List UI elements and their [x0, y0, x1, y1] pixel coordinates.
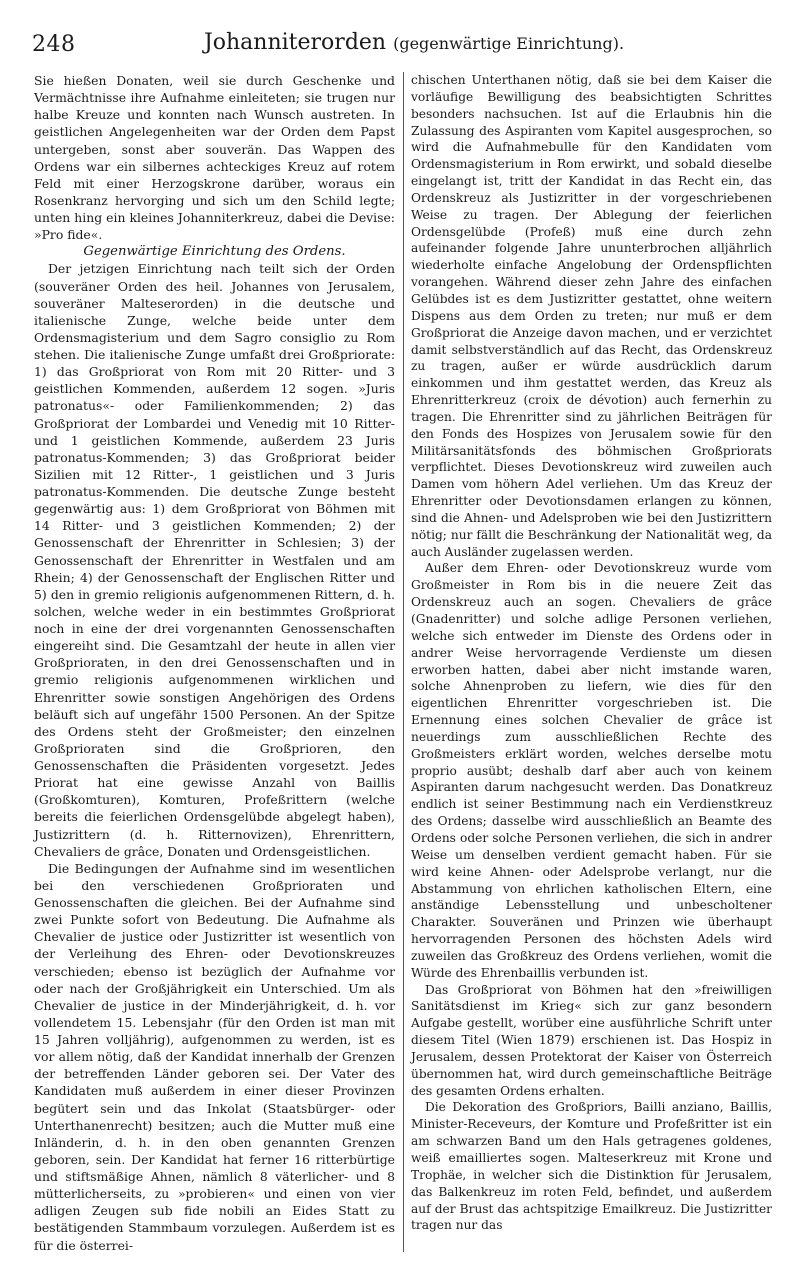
- left-column: [34, 72, 395, 1254]
- paragraph: Der jetzigen Einrichtung nach teilt sich der Orden (souveräner Orden des heil. Johannes von Jerusalem, souveräner Malteserorden) in die deutsche und italienische Zunge, welche beide unter dem Ordensmagisterium und dem Sagro consiglio zu Rom stehen. Die italienische Zunge umfaßt drei Großpriorate: 1) das Großpriorat von Rom mit 20 Ritter- und 3 geistlichen Kommenden, außerdem 12 sogen. »Juris patronatus«- oder Familienkommenden; 2) das Großpriorat der Lombardei und Venedig mit 10 Ritter- und 1 geistlichen Kommende, außerdem 23 Juris patronatus-Kommenden; 3) das Großpriorat beider Sizilien mit 12 Ritter-, 1 geistlichen und 3 Juris patronatus-Kommenden. Die deutsche Zunge besteht gegenwärtig aus: 1) dem Großpriorat von Böhmen mit 14 Ritter- und 3 geistlichen Kommenden; 2) der Genossenschaft der Ehrenritter in Schlesien; 3) der Genossenschaft der Ehrenritter in Westfalen und am Rhein; 4) der Genossenschaft der Englischen Ritter und 5) den in gremio religionis aufgenommenen Rittern, d. h. solchen, welche weder in ein bestimmtes Großpriorat noch in eine der drei vorgenannten Genossenschaften eingereiht sind. Die Gesamtzahl der heute in allen vier Großprioraten, in den drei Genossenschaften und in gremio religionis aufgenommenen wirklichen und Ehrenritter sowie sonstigen Angehörigen des Ordens beläuft sich auf ungefähr 1500 Personen. An der Spitze des Ordens steht der Großmeister; den einzelnen Großprioraten sind die Großprioren, den Genossenschaften die Präsidenten vorgesetzt. Jedes Priorat hat eine gewisse Anzahl von Baillis (Großkomturen), Komturen, Profeßrittern (welche bereits die feierlichen Ordensgelübde abgelegt haben), Justizrittern (d. h. Ritternovizen), Ehrenrittern, Chevaliers de grâce, Donaten und Ordensgeistlichen.: [34, 261, 395, 859]
- column-divider: [403, 72, 404, 1252]
- running-title-sub: (gegenwärtige Einrichtung).: [393, 34, 625, 53]
- page-number: 248: [32, 32, 76, 57]
- paragraph: Außer dem Ehren- oder Devotionskreuz wurde vom Großmeister in Rom bis in die neuere Zeit das Ordenskreuz auch an sogen. Chevaliers de grâce (Gnadenritter) und solche adlige Personen verliehen, welche sich entweder im Dienste des Ordens oder in andrer Weise hervorragende Verdienste um diesen erworben hatten, dabei aber nicht imstande waren, solche Ahnenproben zu liefern, wie dies für den eigentlichen Ehrenritter vorgeschrieben ist. Die Ernennung eines solchen Chevalier de grâce ist neuerdings zum ausschließlichen Rechte des Großmeisters erklärt worden, welches derselbe motu proprio ausübt; deshalb darf aber auch von keinem Aspiranten darum nachgesucht werden. Das Donatkreuz endlich ist seiner Bestimmung nach ein Verdienstkreuz des Ordens; dasselbe wird ausschließlich an Beamte des Ordens oder solche Personen verliehen, die sich in andrer Weise um denselben verdient gemacht haben. Für sie wird keine Ahnen- oder Adelsprobe verlangt, nur die Abstammung von ehrlichen katholischen Eltern, eine anständige Lebensstellung und unbescholtener Charakter. Souveränen und Prinzen wie überhaupt hervorragenden Personen des höchsten Adels wird zuweilen das Großkreuz des Ordens verliehen, womit die Würde des Ehrenbaillis verbunden ist.: [411, 561, 772, 980]
- right-column: [411, 72, 772, 1234]
- paragraph: Das Großpriorat von Böhmen hat den »freiwilligen Sanitätsdienst im Krieg« sich zur ganz besondern Aufgabe gestellt, worüber eine ausführliche Schrift unter diesem Titel (Wien 1879) erschienen ist. Das Hospiz in Jerusalem, dessen Protektorat der Kaiser von Österreich übernommen hat, wird durch gemeinschaftliche Beiträge des gesamten Ordens erhalten.: [411, 982, 772, 1098]
- paragraph: chischen Unterthanen nötig, daß sie bei dem Kaiser die vorläufige Bewilligung des beabsichtigten Schrittes besonders nachsuchen. Ist auf die Erlaubnis hin die Zulassung des Aspiranten vom Kapitel ausgesprochen, so wird die Aufnahmebulle für den Kandidaten vom Ordensmagisterium in Rom erwirkt, und sobald dieselbe eingelangt ist, tritt der Kandidat in das Recht ein, das Ordenskreuz als Justizritter in der vorgeschriebenen Weise zu tragen. Der Ablegung der feierlichen Ordensgelübde (Profeß) muß eine durch zehn aufeinander folgende Jahre ununterbrochen alljährlich wiederholte einfache Angelobung der Ordenspflichten vorangehen. Während dieser zehn Jahre des einfachen Gelübdes ist es dem Justizritter gestattet, ohne weitern Dispens aus dem Orden zu treten; nur muß er dem Großpriorat die Anzeige davon machen, und er verzichtet damit selbstverständlich auf das Recht, das Ordenskreuz zu tragen, außer er würde ausdrücklich darum einkommen und ihm gestattet werden, das Kreuz als Ehrenritterkreuz (croix de dévotion) auch fernerhin zu tragen. Die Ehrenritter sind zu jährlichen Beiträgen für den Fonds des Hospizes von Jerusalem sowie für den Militärsanitätsfonds des böhmischen Großpriorats verpflichtet. Dieses Devotionskreuz wird zuweilen auch Damen vom höhern Adel verliehen. Um das Kreuz der Ehrenritter oder Devotionsdamen erlangen zu können, sind die Ahnen- und Adelsproben wie bei den Justizrittern nötig; nur fällt die Beschränkung der Nationalität weg, da auch Ausländer zugelassen werden.: [411, 73, 772, 559]
- paragraph: Die Dekoration des Großpriors, Bailli anziano, Baillis, Minister-Receveurs, der Komture und Profeßritter ist ein am schwarzen Band um den Hals getragenes goldenes, weiß emailliertes sogen. Malteserkreuz mit Krone und Trophäe, in welcher sich die Distinktion für Jerusalem, das Balkenkreuz im roten Feld, befindet, und außerdem auf der Brust das achtspitzige Emailkreuz. Die Justizritter tragen nur das: [411, 1100, 772, 1233]
- page-header: [32, 30, 776, 64]
- running-title: [32, 30, 776, 55]
- paragraph: Die Bedingungen der Aufnahme sind im wesentlichen bei den verschiedenen Großprioraten und Genossenschaften die gleichen. Bei der Aufnahme sind zwei Punkte sofort von Bedeutung. Die Aufnahme als Chevalier de justice oder Justizritter ist wesentlich von der Verleihung des Ehren- oder Devotionskreuzes verschieden; ebenso ist bezüglich der Aufnahme vor oder nach der Großjährigkeit ein Unterschied. Um als Chevalier de justice in der Minderjährigkeit, d. h. vor vollendetem 15. Lebensjahr (für den Orden ist man mit 15 Jahren volljährig), aufgenommen zu werden, ist es vor allem nötig, daß der Kandidat innerhalb der Grenzen der betreffenden Länder geboren sei. Der Vater des Kandidaten muß außerdem in einer dieser Provinzen begütert sein und das Inkolat (Staatsbürger- oder Unterthanenrecht) besitzen; auch die Mutter muß eine Inländerin, d. h. in den oben genannten Grenzen geboren, sein. Der Kandidat hat ferner 16 ritterbürtige und stiftsmäßige Ahnen, nämlich 8 väterlicher- und 8 mütterlicherseits, zu »probieren« und einen von vier adligen Zeugen sub fide nobili an Eides Statt zu bestätigenden Stammbaum vorzulegen. Außerdem ist es für die österrei-: [34, 860, 395, 1253]
- running-title-main: Johanniterorden: [203, 30, 387, 55]
- paragraph: Sie hießen Donaten, weil sie durch Geschenke und Vermächtnisse ihre Aufnahme einleiteten; sie trugen nur halbe Kreuze und konnten nach Wunsch austreten. In geistlichen Angelegenheiten war der Orden dem Papst untergeben, sonst aber souverän. Das Wappen des Ordens war ein silbernes achteckiges Kreuz auf rotem Feld mit einer Herzogskrone darüber, woraus ein Rosenkranz hervorging und sich um den Schild legte; unten hing ein kleines Johanniterkreuz, dabei die Devise: »Pro fide«.: [34, 73, 395, 243]
- section-heading: Gegenwärtige Einrichtung des Ordens.: [83, 244, 346, 260]
